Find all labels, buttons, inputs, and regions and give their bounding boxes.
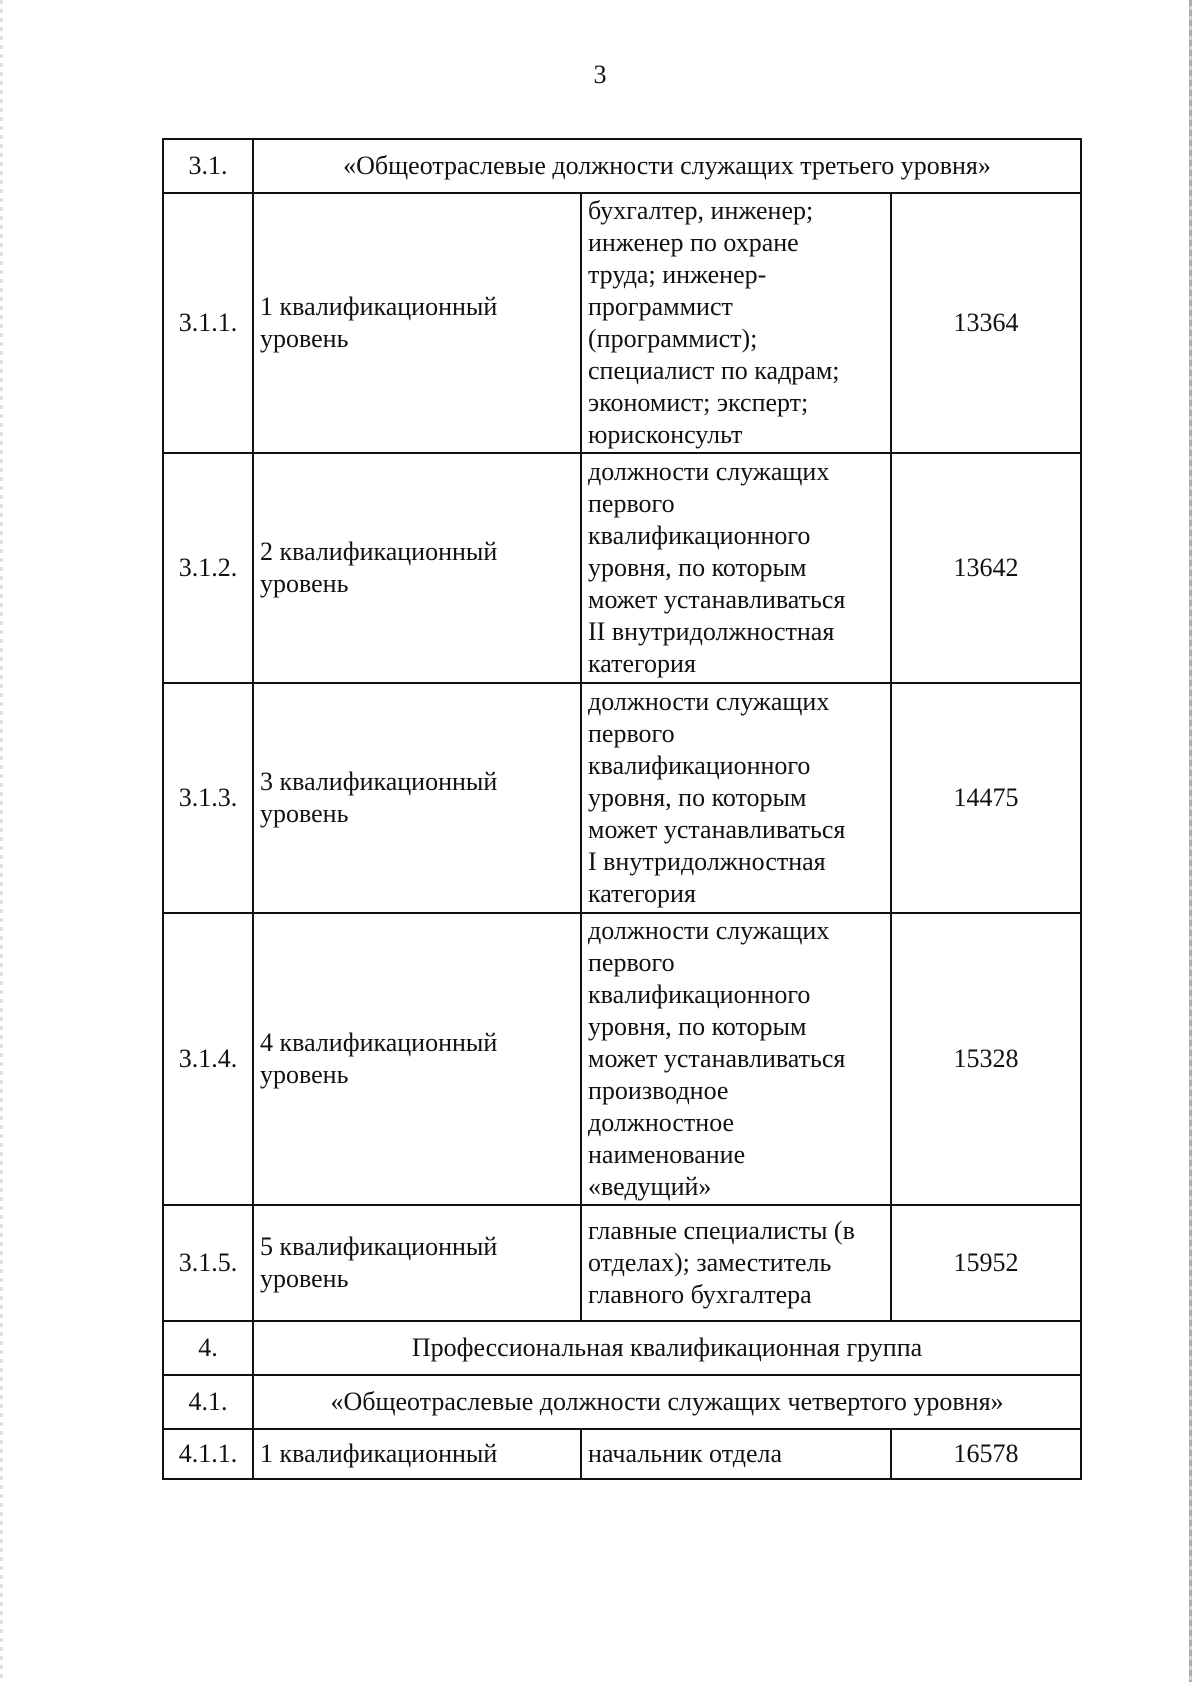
table-row — [163, 1429, 1081, 1479]
row-number: 4.1. — [163, 1375, 253, 1429]
row-number: 3.1.3. — [163, 683, 253, 913]
salary-value: 14475 — [891, 683, 1081, 913]
positions-list: должности служащих первого квалификационного уровня, по которым может устанавливаться производное должностное наименование «ведущий» — [581, 913, 891, 1205]
table-row-group-header — [163, 139, 1081, 193]
qualification-table — [162, 138, 1082, 1480]
table-row-group-header — [163, 1321, 1081, 1375]
positions-list: должности служащих первого квалификационного уровня, по которым может устанавливаться I внутридолжностная категория — [581, 683, 891, 913]
positions-list: главные специалисты (в отделах); заместитель главного бухгалтера — [581, 1205, 891, 1321]
row-number: 4.1.1. — [163, 1429, 253, 1479]
positions-list: начальник отдела — [581, 1429, 891, 1479]
row-number: 3.1. — [163, 139, 253, 193]
table-row — [163, 193, 1081, 453]
row-number: 4. — [163, 1321, 253, 1375]
salary-value: 16578 — [891, 1429, 1081, 1479]
qualification-level: 4 квалификационный уровень — [253, 913, 581, 1205]
row-number: 3.1.5. — [163, 1205, 253, 1321]
row-number: 3.1.4. — [163, 913, 253, 1205]
row-number: 3.1.2. — [163, 453, 253, 683]
row-number: 3.1.1. — [163, 193, 253, 453]
table-row — [163, 1205, 1081, 1321]
table-row — [163, 453, 1081, 683]
group-title: «Общеотраслевые должности служащих четвертого уровня» — [253, 1375, 1081, 1429]
scan-edge-right — [1189, 0, 1192, 1682]
scan-edge-left — [0, 0, 3, 1682]
salary-value: 15328 — [891, 913, 1081, 1205]
positions-list: бухгалтер, инженер; инженер по охране труда; инженер- программист (программист); специалист по кадрам; экономист; эксперт; юрисконсульт — [581, 193, 891, 453]
positions-list: должности служащих первого квалификационного уровня, по которым может устанавливаться II внутридолжностная категория — [581, 453, 891, 683]
page-number: 3 — [593, 60, 607, 89]
salary-value: 13642 — [891, 453, 1081, 683]
qualification-level: 1 квалификационный уровень — [253, 193, 581, 453]
group-title: «Общеотраслевые должности служащих третьего уровня» — [253, 139, 1081, 193]
group-title: Профессиональная квалификационная группа — [253, 1321, 1081, 1375]
salary-value: 15952 — [891, 1205, 1081, 1321]
table-row-group-header — [163, 1375, 1081, 1429]
qualification-level: 5 квалификационный уровень — [253, 1205, 581, 1321]
salary-value: 13364 — [891, 193, 1081, 453]
qualification-level: 2 квалификационный уровень — [253, 453, 581, 683]
table-row — [163, 683, 1081, 913]
table-row — [163, 913, 1081, 1205]
qualification-level: 1 квалификационный — [253, 1429, 581, 1479]
qualification-level: 3 квалификационный уровень — [253, 683, 581, 913]
